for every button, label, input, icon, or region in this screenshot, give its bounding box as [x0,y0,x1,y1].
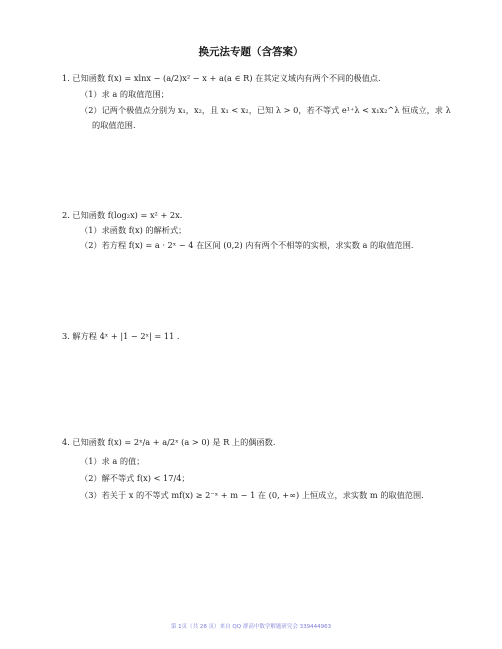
question-4-part-3: （3）若关于 x 的不等式 mf(x) ≥ 2⁻ˣ + m − 1 在 (0, +∞) 上恒成立，求实数 m 的取值范围. [80,490,424,500]
question-1-part-2: （2）记两个极值点分别为 x₁，x₂，且 x₁ < x₂，已知 λ > 0，若不等式 e¹⁺λ < x₁x₂^λ 恒成立，求 λ [80,105,451,115]
question-2-stem: 2. 已知函数 f(log₂x) = x² + 2x. [62,210,183,220]
page-footer: 第 1页（共 28 页）来自 QQ 群高中数学解题研究会 339444963 [170,624,332,630]
question-1-part-1: （1）求 a 的取值范围； [80,89,169,99]
question-3-stem: 3. 解方程 4ˣ + |1 − 2ˣ| = 11 . [62,331,180,341]
question-2-part-1: （1）求函数 f(x) 的解析式； [80,225,187,235]
question-2-part-2: （2）若方程 f(x) = a · 2ˣ − 4 在区间 (0,2) 内有两个不相等的实根，求实数 a 的取值范围. [80,240,414,250]
question-1-part-2-continued: 的取值范围. [92,120,136,130]
question-4-part-1: （1）求 a 的值； [80,456,145,466]
question-1-stem: 1. 已知函数 f(x) = xlnx − (a/2)x² − x + a(a ∈ R) 在其定义域内有两个不同的极值点. [62,73,381,83]
question-4-stem: 4. 已知函数 f(x) = 2ˣ/a + a/2ˣ (a > 0) 是 R 上的偶函数. [62,437,276,447]
page-title: 换元法专题（含答案） [198,46,304,58]
question-4-part-2: （2）解不等式 f(x) < 17/4； [80,473,190,483]
